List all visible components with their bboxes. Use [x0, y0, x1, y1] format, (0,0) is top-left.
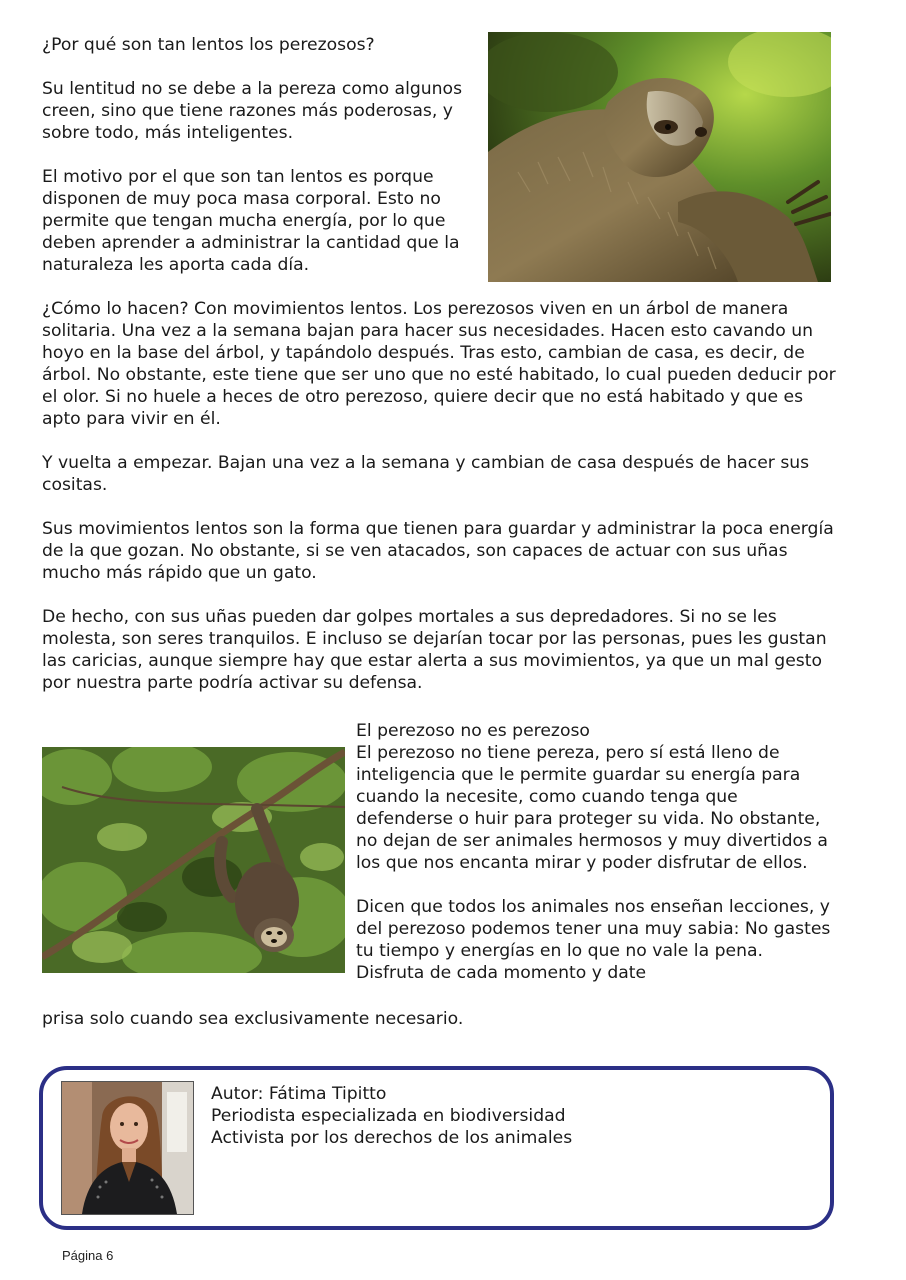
- closing-line: prisa solo cuando sea exclusivamente necesario.: [42, 1009, 464, 1029]
- author-name: Autor: Fátima Tipitto: [211, 1084, 387, 1104]
- side-paragraph: Dicen que todos los animales nos enseñan lecciones, y del perezoso podemos tener una muy sabia: No gastes tu tiempo y energías en lo que no vale la pena. Disfruta de cada momento y date: [356, 897, 831, 983]
- intro-column: [42, 34, 478, 298]
- body-paragraph: Y vuelta a empezar. Bajan una vez a la semana y cambian de casa después de hacer sus cositas.: [42, 453, 810, 495]
- closing-line-block: [42, 1008, 842, 1030]
- side-paragraph: El perezoso no tiene pereza, pero sí está lleno de inteligencia que le permite guardar su energía para cuando la necesite, como cuando tenga que defenderse o huir para proteger su vida. No obstante, no dejan de ser animales hermosos y muy divertidos a los que nos encanta mirar y poder disfrutar de ellos.: [356, 743, 828, 873]
- page-number: Página 6: [62, 1248, 114, 1263]
- author-role: Periodista especializada en biodiversidad: [211, 1106, 566, 1126]
- article-body: [42, 298, 842, 716]
- sloth-closeup-photo: [488, 32, 831, 282]
- body-paragraph: Sus movimientos lentos son la forma que tienen para guardar y administrar la poca energía de la que gozan. No obstante, si se ven atacados, son capaces de actuar con sus uñas mucho más rápido que un gato.: [42, 519, 834, 583]
- intro-paragraph: Su lentitud no se debe a la pereza como algunos creen, sino que tiene razones más poderosas, y sobre todo, más inteligentes.: [42, 79, 463, 143]
- sloth-hanging-branch-photo: [42, 747, 345, 973]
- author-activism: Activista por los derechos de los animales: [211, 1128, 573, 1148]
- side-column: [356, 720, 834, 984]
- author-info: [211, 1083, 811, 1149]
- body-paragraph: De hecho, con sus uñas pueden dar golpes mortales a sus depredadores. Si no se les molesta, son seres tranquilos. E incluso se dejarían tocar por las personas, pues les gustan las caricias, aunque siempre hay que estar alerta a sus movimientos, ya que un mal gesto por nuestra parte podría activar su defensa.: [42, 607, 827, 693]
- author-portrait-photo: [61, 1081, 194, 1215]
- intro-paragraph: El motivo por el que son tan lentos es porque disponen de muy poca masa corporal. Esto no permite que tengan mucha energía, por lo que deben aprender a administrar la cantidad que la naturaleza les aporta cada día.: [42, 167, 460, 275]
- body-paragraph: ¿Cómo lo hacen? Con movimientos lentos. Los perezosos viven en un árbol de manera solitaria. Una vez a la semana bajan para hacer sus necesidades. Hacen esto cavando un hoyo en la base del árbol, y tapándolo después. Tras esto, cambian de casa, es decir, de árbol. No obstante, este tiene que ser uno que no esté habitado, lo cual pueden deducir por el olor. Si no huele a heces de otro perezoso, quiere decir que no está habitado y que es apto para vivir en él.: [42, 299, 836, 429]
- article-title: ¿Por qué son tan lentos los perezosos?: [42, 35, 375, 55]
- section-subheading: El perezoso no es perezoso: [356, 721, 590, 741]
